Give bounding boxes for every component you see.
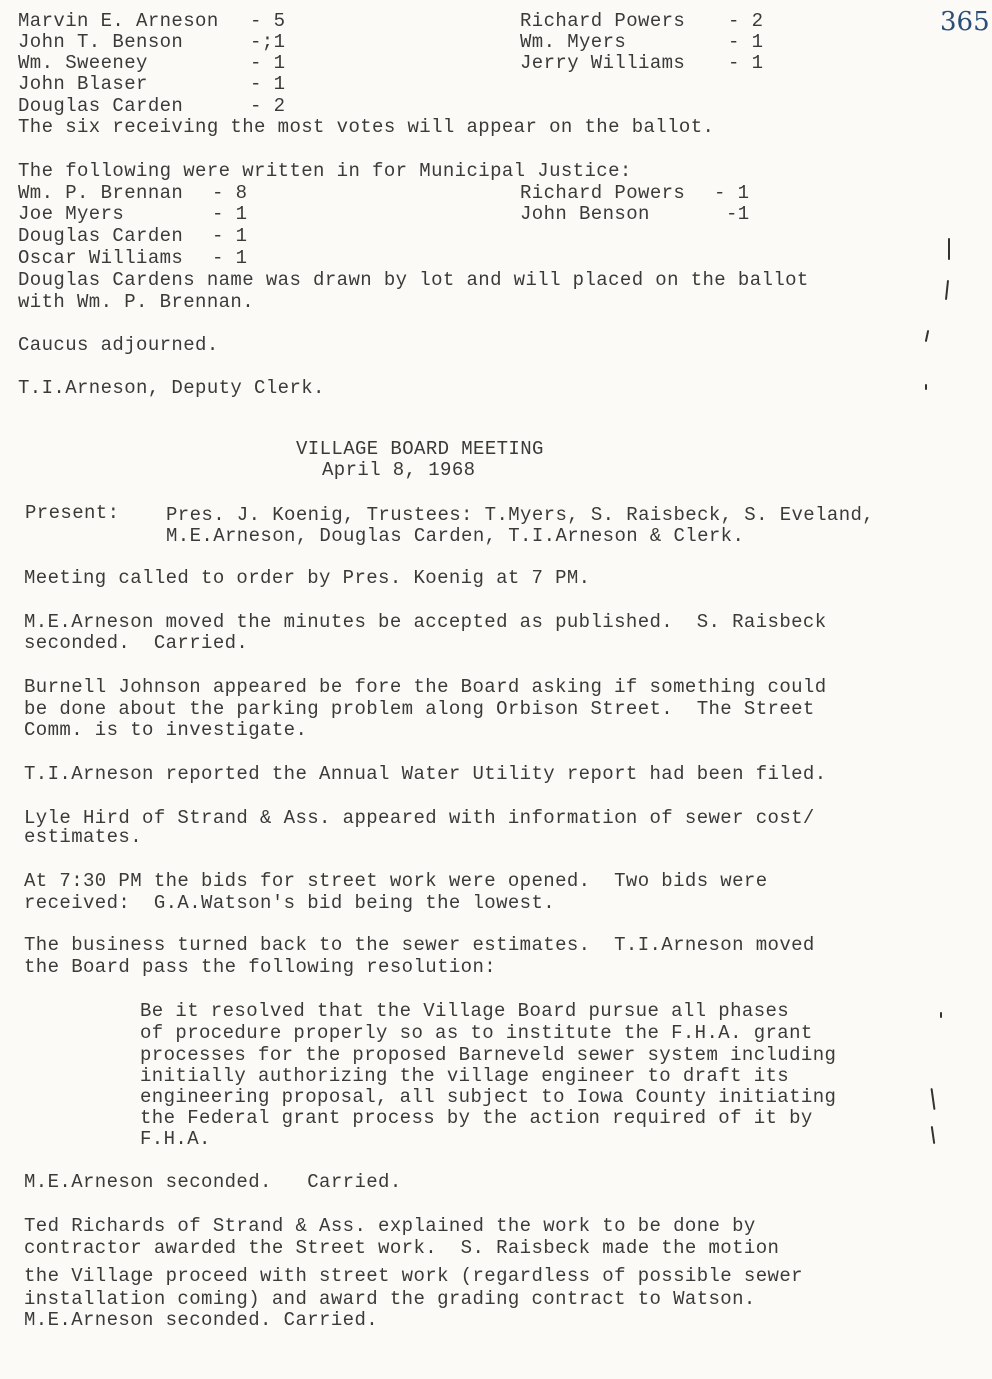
margin-mark [925, 330, 929, 342]
paragraph-line: T.I.Arneson reported the Annual Water Utility report had been filed. [24, 763, 827, 785]
resolution-line: engineering proposal, all subject to Iowa County initiating [140, 1086, 837, 1108]
meeting-date: April 8, 1968 [322, 459, 476, 481]
resolution-line: Be it resolved that the Village Board pursue all phases [140, 1000, 790, 1022]
tally-votes: - 1 [250, 73, 286, 95]
tally-votes: - 1 [250, 52, 286, 74]
ballot-note: The six receiving the most votes will appear on the ballot. [18, 116, 715, 138]
margin-mark [930, 1088, 935, 1110]
justice-name: Richard Powers [520, 182, 686, 204]
meeting-title: VILLAGE BOARD MEETING [296, 438, 544, 460]
tally-votes: -;1 [250, 31, 286, 53]
tally-name: John T. Benson [18, 31, 184, 53]
tally-name: Wm. Sweeney [18, 52, 148, 74]
tally-votes: - 1 [728, 31, 764, 53]
paragraph-line: M.E.Arneson seconded. Carried. [24, 1309, 379, 1331]
justice-name: Joe Myers [18, 203, 125, 225]
justice-votes: - 1 [212, 247, 248, 269]
tally-name: John Blaser [18, 73, 148, 95]
lot-line: Douglas Cardens name was drawn by lot and will placed on the ballot [18, 269, 809, 291]
paragraph-line: be done about the parking problem along Orbison Street. The Street [24, 698, 815, 720]
caucus-adjourned: Caucus adjourned. [18, 334, 219, 356]
paragraph-line: The business turned back to the sewer estimates. T.I.Arneson moved [24, 934, 815, 956]
present-line: M.E.Arneson, Douglas Carden, T.I.Arneson & Clerk. [166, 525, 745, 547]
justice-name: John Benson [520, 203, 650, 225]
tally-votes: - 1 [728, 52, 764, 74]
resolution-line: F.H.A. [140, 1128, 211, 1150]
paragraph-line: contractor awarded the Street work. S. Raisbeck made the motion [24, 1237, 780, 1259]
page-number: 365 [940, 7, 990, 37]
justice-name: Douglas Carden [18, 225, 184, 247]
justice-intro: The following were written in for Municipal Justice: [18, 160, 632, 182]
tally-name: Marvin E. Arneson [18, 10, 219, 32]
margin-mark [931, 1126, 935, 1144]
paragraph-line: M.E.Arneson moved the minutes be accepted as published. S. Raisbeck [24, 611, 827, 633]
paragraph-line: At 7:30 PM the bids for street work were opened. Two bids were [24, 870, 768, 892]
deputy-clerk-signature: T.I.Arneson, Deputy Clerk. [18, 377, 325, 399]
margin-mark [948, 238, 950, 260]
justice-votes: -1 [726, 203, 750, 225]
present-label: Present: [25, 502, 120, 524]
margin-mark [940, 1012, 942, 1018]
resolution-line: the Federal grant process by the action required of it by [140, 1107, 813, 1129]
paragraph-line: Meeting called to order by Pres. Koenig at 7 PM. [24, 567, 591, 589]
justice-votes: - 8 [212, 182, 248, 204]
paragraph-line: Burnell Johnson appeared be fore the Board asking if something could [24, 676, 827, 698]
paragraph-line: the Board pass the following resolution: [24, 956, 497, 978]
tally-votes: - 2 [250, 95, 286, 117]
paragraph-line: the Village proceed with street work (regardless of possible sewer [24, 1265, 803, 1287]
justice-votes: - 1 [212, 225, 248, 247]
resolution-line: of procedure properly so as to institute the F.H.A. grant [140, 1022, 813, 1044]
paragraph-line: M.E.Arneson seconded. Carried. [24, 1171, 402, 1193]
tally-votes: - 2 [728, 10, 764, 32]
paragraph-line: Comm. is to investigate. [24, 719, 308, 741]
tally-name: Richard Powers [520, 10, 686, 32]
tally-name: Jerry Williams [520, 52, 686, 74]
resolution-line: initially authorizing the village engineer to draft its [140, 1065, 790, 1087]
justice-name: Oscar Williams [18, 247, 184, 269]
tally-name: Douglas Carden [18, 95, 184, 117]
justice-votes: - 1 [714, 182, 750, 204]
justice-votes: - 1 [212, 203, 248, 225]
paragraph-line: received: G.A.Watson's bid being the lowest. [24, 892, 556, 914]
margin-mark [945, 280, 949, 300]
justice-name: Wm. P. Brennan [18, 182, 184, 204]
paragraph-line: estimates. [24, 826, 143, 848]
present-line: Pres. J. Koenig, Trustees: T.Myers, S. Raisbeck, S. Eveland, [166, 504, 875, 526]
margin-mark [925, 384, 927, 390]
tally-name: Wm. Myers [520, 31, 627, 53]
lot-line: with Wm. P. Brennan. [18, 291, 255, 313]
resolution-line: processes for the proposed Barneveld sewer system including [140, 1044, 837, 1066]
paragraph-line: Ted Richards of Strand & Ass. explained the work to be done by [24, 1215, 756, 1237]
tally-votes: - 5 [250, 10, 286, 32]
paragraph-line: seconded. Carried. [24, 632, 249, 654]
paragraph-line: installation coming) and award the grading contract to Watson. [24, 1288, 756, 1310]
paragraph-line: Lyle Hird of Strand & Ass. appeared with information of sewer cost/ [24, 807, 815, 829]
